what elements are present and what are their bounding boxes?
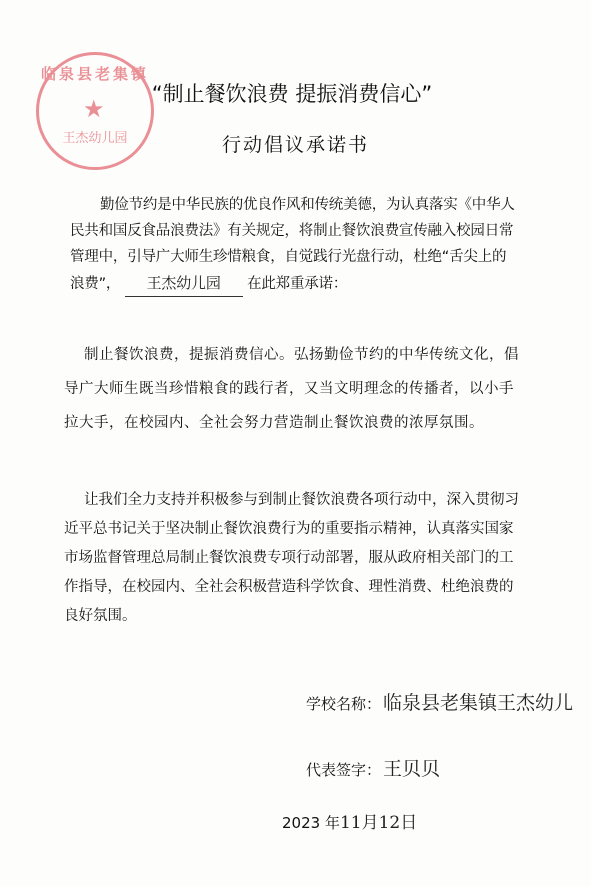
commitment-paragraph: 制止餐饮浪费，提振消费信心。弘扬勤俭节约的中华传统文化，倡导广大师生既当珍惜粮食的践行者，又当文明理念的传播者，以小手拉大手，在校园内、全社会努力营造制止餐饮浪费的浓厚氛围。 xyxy=(64,347,519,431)
intro-text: 勤俭节约是中华民族的优良作风和传统美德，为认真落实《中华人民共和国反食品浪费法》有关规定，将制止餐饮浪费宣传融入校园日常管理中，引导广大师生珍惜粮食，自觉践行光盘行动，杜绝“舌尖上的浪费”， xyxy=(70,197,515,292)
intro-suffix: 在此郑重承诺： xyxy=(247,276,348,292)
action-paragraph: 让我们全力支持并积极参与到制止餐饮浪费各项行动中，深入贯彻习近平总书记关于坚决制止餐饮浪费行为的重要指示精神，认真落实国家市场监督管理总局制止餐饮浪费专项行动部署，服从政府相关部门的工作指导，在校园内、全社会积极营造科学饮食、理性消费、杜绝浪费的良好氛围。 xyxy=(64,492,519,624)
handwritten-school-name: 王杰幼儿园 xyxy=(125,270,243,297)
seal-center-text: 王杰幼儿园 xyxy=(62,131,128,146)
school-name-label: 学校名称： xyxy=(306,695,382,713)
intro-paragraph xyxy=(70,192,520,297)
representative-label: 代表签字： xyxy=(306,761,382,779)
date-month-day: 11月12日 xyxy=(339,813,418,833)
document-title: “制止餐饮浪费 提振消费信心” xyxy=(151,82,433,106)
seal-ring-text: 临泉县老集镇 xyxy=(40,65,149,83)
document-date xyxy=(282,808,417,833)
seal-star-icon: ★ xyxy=(83,95,105,123)
date-year: 2023 年 xyxy=(282,814,340,832)
representative-row xyxy=(306,754,440,781)
school-name-signature: 临泉县老集镇王杰幼儿 xyxy=(383,692,574,714)
representative-signature: 王贝贝 xyxy=(383,758,441,780)
school-name-row xyxy=(306,688,573,715)
document-subtitle: 行动倡议承诺书 xyxy=(221,134,369,156)
